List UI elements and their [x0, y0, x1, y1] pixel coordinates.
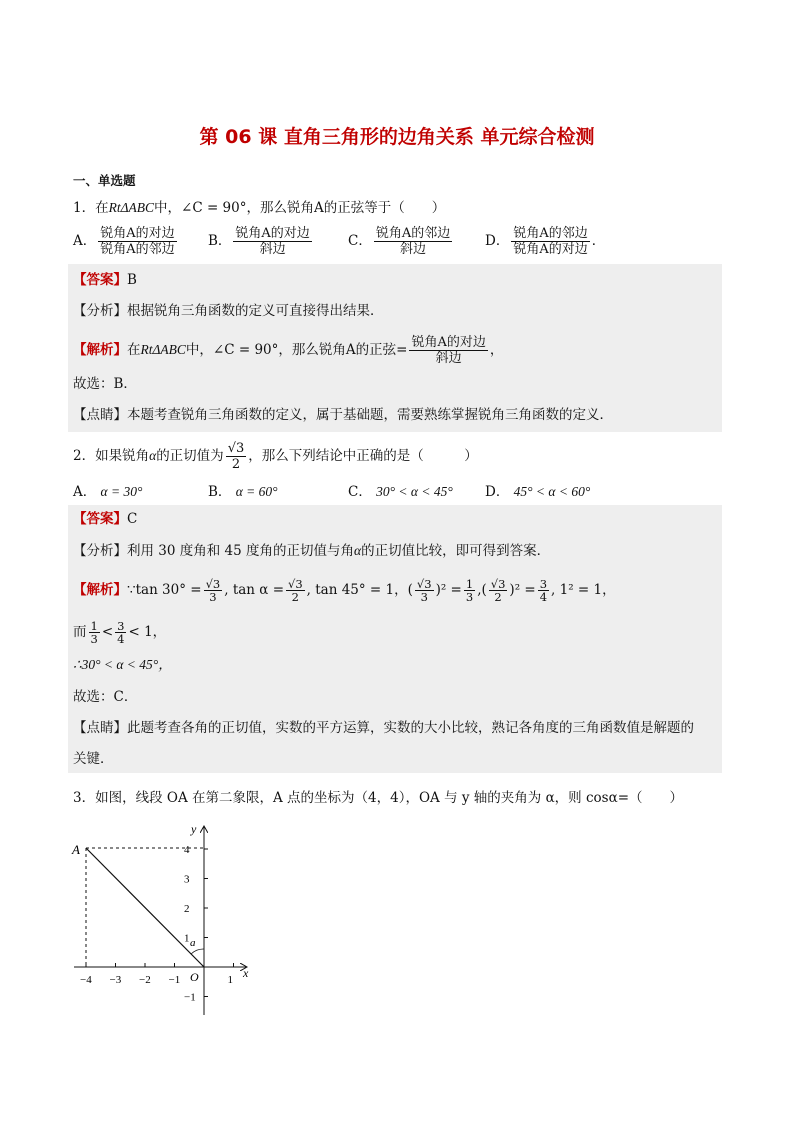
y-tick-label: 1: [184, 932, 190, 945]
y-tick-label: 2: [184, 903, 190, 915]
x-tick-label: −3: [109, 974, 122, 986]
x-tick-label: −1: [168, 974, 181, 986]
y-tick-label: −1: [184, 991, 196, 1004]
q2-choose: 故选：C．: [73, 689, 138, 705]
q1-answer: 【答案】B: [73, 272, 137, 288]
q1-choose: 故选：B．: [73, 376, 137, 392]
q2-solution-line2: 而 $\frac{1}{3}$ < $\frac{3}{4}$ < 1，: [73, 619, 167, 646]
x-tick-label: −2: [139, 974, 151, 986]
q1-option-b: B． $\frac{\text{锐角A的对边}}{\text{斜边}}$: [208, 226, 310, 257]
angle-arc: [191, 949, 204, 954]
q1-analysis: 【分析】根据锐角三角函数的定义可直接得出结果．: [73, 303, 384, 319]
x-axis-label: x: [243, 966, 249, 980]
y-tick-label: 4: [184, 844, 190, 856]
q2-option-a: A． α = 30°: [73, 484, 143, 500]
q2-comment-line2: 关键．: [73, 751, 114, 767]
origin-label: O: [190, 970, 199, 984]
q2-analysis: 【分析】利用 30 度角和 45 度角的正切值与角α的正切值比较，即可得到答案．: [73, 543, 551, 559]
page-title: 第 06 课 直角三角形的边角关系 单元综合检测: [199, 126, 595, 148]
q1-option-c: C． $\frac{\text{锐角A的邻边}}{\text{斜边}}$: [348, 226, 451, 257]
q2-solution-line3: ∴30° < α < 45°，: [73, 657, 172, 672]
q1-comment: 【点睛】本题考查锐角三角函数的定义，属于基础题，需要熟练掌握锐角三角函数的定义．: [73, 407, 613, 423]
q1-option-a: A． $\frac{\text{锐角A的对边}}{\text{锐角A的邻边}}$: [73, 226, 175, 257]
q1-stem: 1．在RtΔABC中，∠C = 90°，那么锐角A的正弦等于（ ）: [73, 200, 446, 216]
x-tick-label: 1: [227, 974, 233, 986]
q2-option-b: B． α = 60°: [208, 484, 278, 500]
point-a-label: A: [72, 842, 80, 857]
q2-option-c: C． 30° < α < 45°: [348, 484, 453, 500]
q1-solution: 【解析】在RtΔABC中，∠C = 90°，那么锐角A的正弦= $\frac{\text{锐角A的对边}}{\text{斜边}}$ ，: [73, 335, 504, 366]
q1-option-d: D． $\frac{\text{锐角A的邻边}}{\text{锐角A的对边}}$ ．: [485, 226, 606, 257]
coordinate-figure: [66, 815, 266, 1020]
q2-answer: 【答案】C: [73, 511, 138, 527]
y-tick-label: 3: [184, 873, 190, 886]
angle-label: a: [190, 937, 196, 949]
q2-comment-line1: 【点睛】此题考查各角的正切值，实数的平方运算，实数的大小比较，熟记各角度的三角函数值是解题的: [73, 720, 694, 736]
q2-solution: 【解析】∵tan 30° = $\frac{√3}{3}$ , tan α = $\frac{√3}{2}$ , tan 45° = 1，( $\frac{√3}{3}$ )² = $\frac{1}{3}$ ,( $\frac{√3}{2}$ )² = $\frac{3}{4}$ , 1² = 1，: [73, 577, 616, 604]
x-tick-label: −4: [80, 974, 92, 986]
y-axis-label: y: [191, 822, 197, 836]
q2-option-d: D． 45° < α < 60°: [485, 484, 591, 500]
section-heading: 一、单选题: [73, 173, 136, 188]
q3-stem: 3．如图，线段 OA 在第二象限，A 点的坐标为（4，4），OA 与 y 轴的夹角为 α，则 cosα=（ ）: [73, 790, 684, 806]
q2-stem: 2．如果锐角α的正切值为 $\frac{√3}{2}$ ，那么下列结论中正确的是（ ）: [73, 441, 478, 472]
